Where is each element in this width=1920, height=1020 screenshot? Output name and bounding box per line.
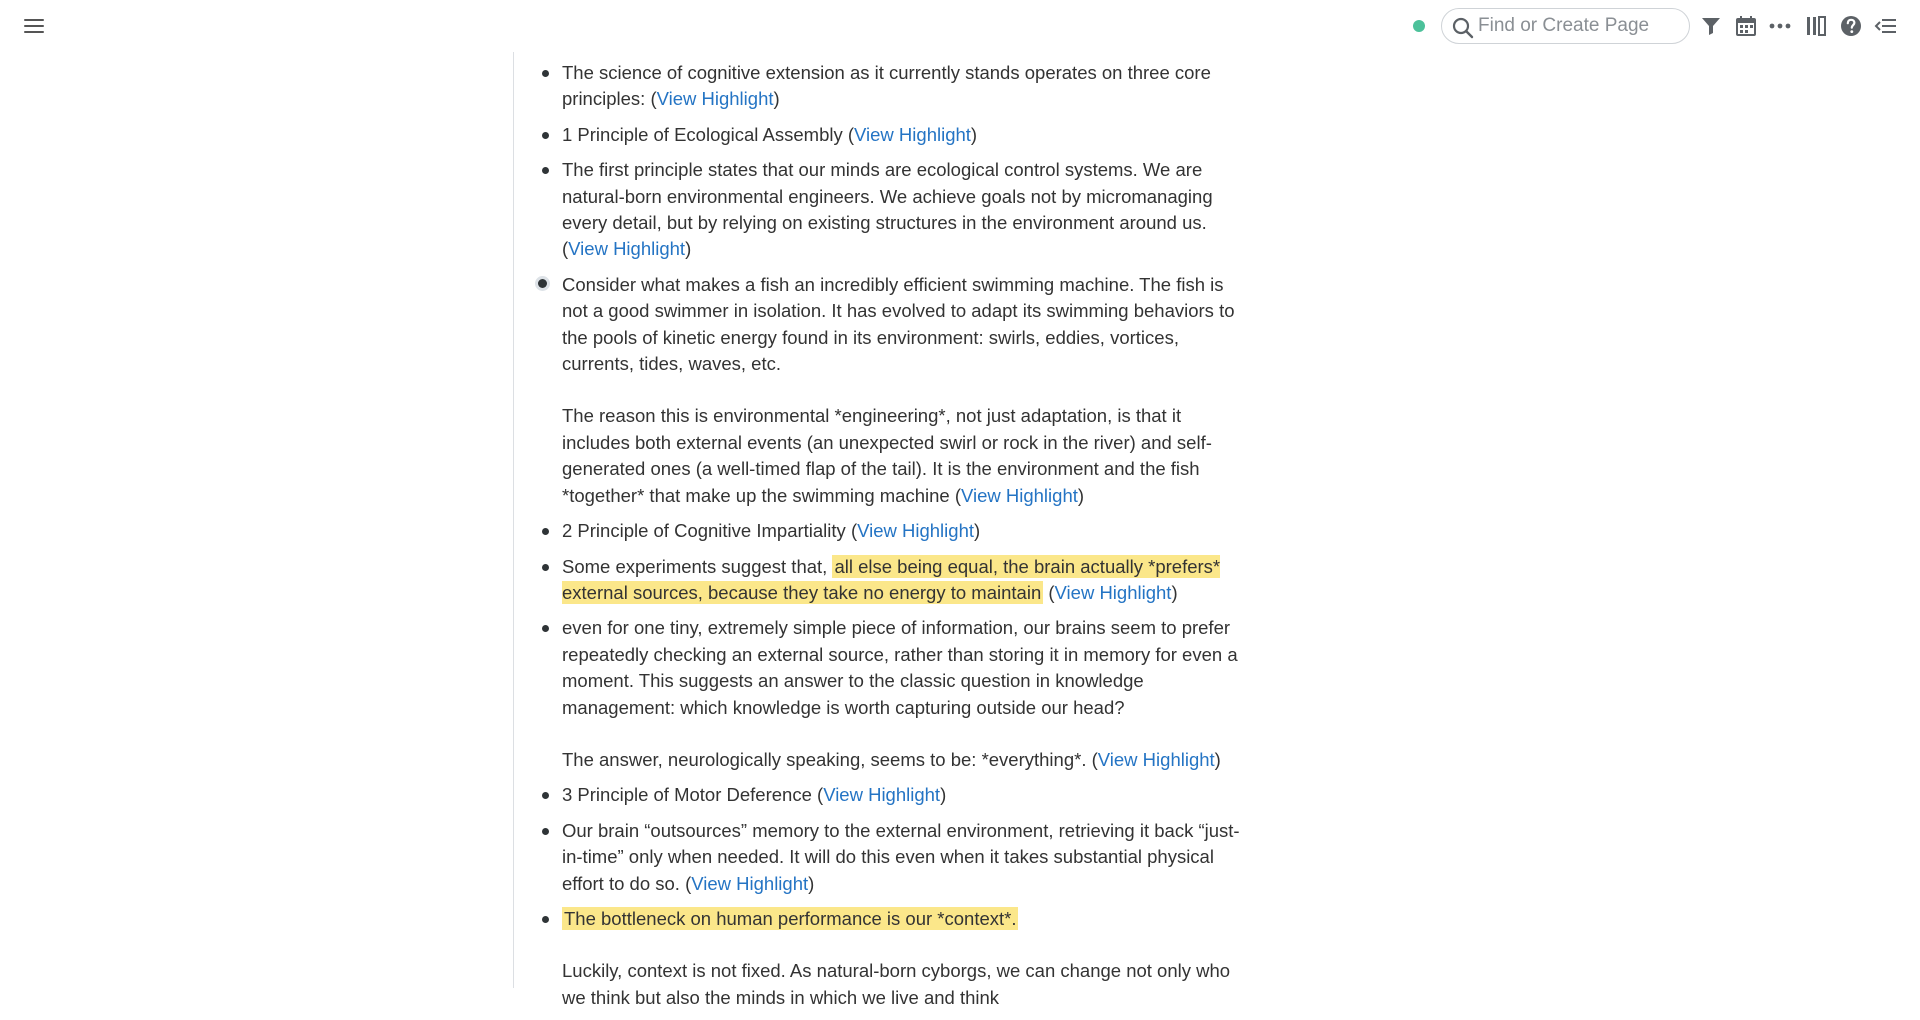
list-item[interactable]: Our brain “outsources” memory to the external environment, retrieving it back “just-in-time” only when needed. It will do this even when it takes substantial physical effort to do so. (View Highlight): [540, 818, 1240, 897]
list-item[interactable]: [540, 272, 1240, 509]
view-highlight-link[interactable]: View Highlight: [823, 784, 941, 806]
bullet-icon[interactable]: [542, 132, 549, 139]
block-text: The first principle states that our minds are ecological control systems. We are natural-born environmental engineers. We achieve goals not by micromanaging every detail, but by relying on existing structures in the environment around us.: [562, 159, 1213, 234]
search-icon: [1452, 17, 1474, 39]
block-list: [540, 60, 1240, 1011]
list-item[interactable]: The first principle states that our minds are ecological control systems. We are natural-born environmental engineers. We achieve goals not by micromanaging every detail, but by relying on existing structures in the environment around us. (View Highlight): [540, 157, 1240, 263]
bullet-icon[interactable]: [542, 828, 549, 835]
block-text: The science of cognitive extension as it currently stands operates on three core principles:: [562, 62, 1211, 110]
search-input[interactable]: [1478, 15, 1678, 37]
view-highlight-link[interactable]: View Highlight: [960, 484, 1078, 506]
block-paragraph: Consider what makes a fish an incredibly efficient swimming machine. The fish is not a good swimmer in isolation. It has evolved to adapt its swimming behaviors to the pools of kinetic energy found in its environment: swirls, eddies, vortices, currents, tides, waves, etc.: [562, 273, 1235, 375]
help-icon[interactable]: [1838, 13, 1864, 39]
list-item[interactable]: 1 Principle of Ecological Assembly (View Highlight): [540, 122, 1240, 148]
bullet-icon[interactable]: [542, 528, 549, 535]
more-icon[interactable]: [1767, 13, 1793, 39]
bullet-icon[interactable]: [542, 916, 549, 923]
block-text: Our brain “outsources” memory to the external environment, retrieving it back “just-in-time” only when needed. It will do this even when it takes substantial physical effort to do so.: [562, 819, 1240, 894]
collapsed-bullet-icon[interactable]: [538, 279, 547, 288]
block-paragraph: even for one tiny, extremely simple piece of information, our brains seem to prefer repeatedly checking an external source, rather than storing it in memory for even a moment. This suggests an answer to the classic question in knowledge management: which knowledge is worth capturing outside our head?: [562, 617, 1238, 718]
block-paragraph: [562, 906, 1240, 932]
view-highlight-link[interactable]: View Highlight: [1054, 581, 1172, 603]
view-highlight-link[interactable]: View Highlight: [857, 520, 974, 542]
view-highlight-link[interactable]: View Highlight: [568, 238, 686, 260]
list-item[interactable]: [540, 906, 1240, 1011]
view-highlight-link[interactable]: View Highlight: [1097, 748, 1215, 770]
block-text: 2 Principle of Cognitive Impartiality: [562, 520, 851, 542]
view-highlight-link[interactable]: View Highlight: [691, 872, 809, 894]
view-highlight-link[interactable]: View Highlight: [656, 88, 774, 110]
bullet-icon[interactable]: [542, 564, 549, 571]
list-item[interactable]: The science of cognitive extension as it currently stands operates on three core principles: (View Highlight): [540, 60, 1240, 113]
top-bar: [0, 0, 1920, 52]
sync-status-indicator: [1413, 20, 1425, 32]
list-item[interactable]: 3 Principle of Motor Deference (View Highlight): [540, 782, 1240, 808]
search-box[interactable]: [1441, 8, 1690, 44]
list-item[interactable]: Some experiments suggest that, all else being equal, the brain actually *prefers* external sources, because they take no energy to maintain (View Highlight): [540, 554, 1240, 607]
block-text: 1 Principle of Ecological Assembly: [562, 123, 848, 145]
page-margin-divider: [513, 52, 514, 988]
calendar-icon[interactable]: [1733, 13, 1759, 39]
right-sidebar-toggle-icon[interactable]: [1873, 13, 1899, 39]
menu-icon[interactable]: [22, 14, 46, 38]
bullet-icon[interactable]: [542, 167, 549, 174]
list-item[interactable]: [540, 615, 1240, 773]
list-item[interactable]: 2 Principle of Cognitive Impartiality (View Highlight): [540, 518, 1240, 544]
view-highlight-link[interactable]: View Highlight: [854, 123, 971, 145]
page-content: [540, 52, 1240, 1020]
sidebar-columns-icon[interactable]: [1803, 13, 1829, 39]
bullet-icon[interactable]: [542, 625, 549, 632]
bullet-icon[interactable]: [542, 792, 549, 799]
block-text: Some experiments suggest that,: [562, 555, 833, 577]
block-paragraph: Luckily, context is not fixed. As natural-born cyborgs, we can change not only who we think but also the minds in which we live and think: [562, 960, 1231, 1008]
bullet-icon[interactable]: [542, 70, 549, 77]
filter-icon[interactable]: [1698, 13, 1724, 39]
block-paragraph: The reason this is environmental *engineering*, not just adaptation, is that it includes both external events (an unexpected swirl or rock in the river) and self-generated ones (a well-timed flap of the tail). It is the environment and the fish *together* that make up the swimming machine (View Highlight): [562, 405, 1212, 506]
highlighted-text: The bottleneck on human performance is our *context*.: [564, 907, 1017, 929]
highlighted-text: all else being equal, the brain actually *prefers* external sources, because they take no energy to maintain: [562, 555, 1221, 603]
block-text: 3 Principle of Motor Deference: [562, 784, 818, 806]
block-paragraph: The answer, neurologically speaking, seems to be: *everything*. (View Highlight): [562, 748, 1221, 770]
